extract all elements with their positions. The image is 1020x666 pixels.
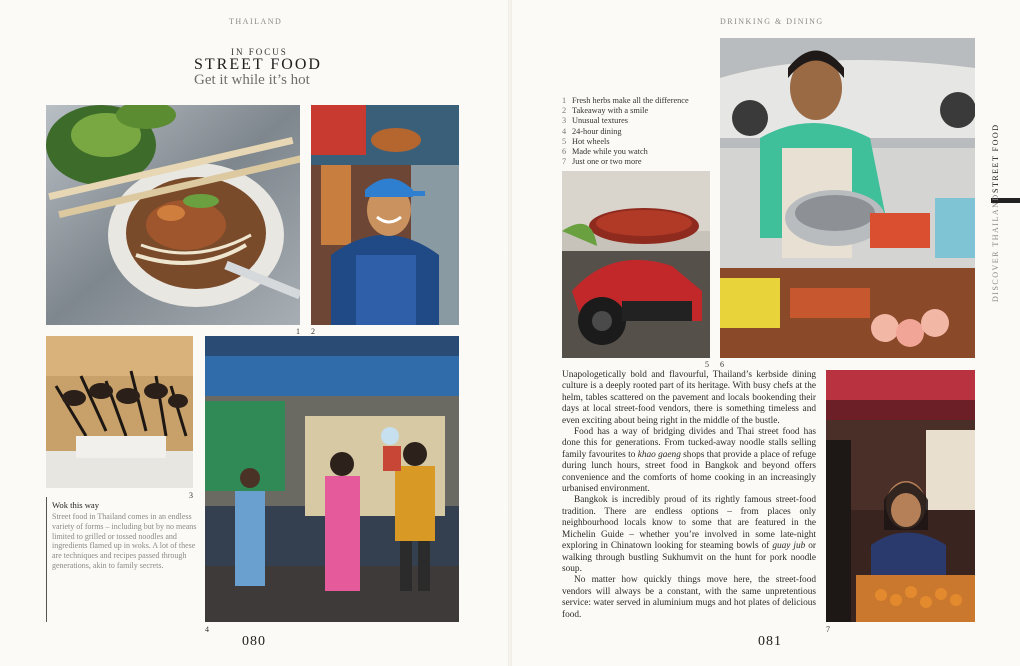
photo-number: 5 xyxy=(705,360,709,369)
photo-night-vendor xyxy=(826,370,975,622)
photo-number: 1 xyxy=(296,327,300,336)
photo-motorbike xyxy=(562,171,710,358)
photo-number: 6 xyxy=(720,360,724,369)
caption-item: 3 Unusual textures xyxy=(562,116,628,126)
caption-item: 5 Hot wheels xyxy=(562,136,610,146)
market-stall-illustration xyxy=(205,336,459,622)
book-gutter xyxy=(508,0,512,666)
motorbike-illustration xyxy=(562,171,710,358)
wok-box-text: Street food in Thailand comes in an endless variety of forms – including but by no means limited to grilled or tossed noodles and ingredients flamed up in woks. A lot of these are techniques and recipes passed through generations, akin to family secrets. xyxy=(52,512,197,570)
photo-woman-cooking xyxy=(720,38,975,358)
caption-item: 2 Takeaway with a smile xyxy=(562,106,649,116)
body-paragraph: Food has a way of bridging divides and Thai street food has done this for generations. From tucked-away noodle stalls selling family favourites to khao gaeng shops that provide a place of refuge during lunch hours, street food in Bangkok and beyond offers convenience and the comforts of home cooking in an increasingly urbanised environment. xyxy=(562,427,816,495)
right-page-number: 081 xyxy=(758,634,782,649)
vendor-illustration xyxy=(311,105,459,325)
side-tab-discover: DISCOVER THAILAND xyxy=(991,193,1000,302)
skewers-illustration xyxy=(46,336,193,488)
woman-cooking-illustration xyxy=(720,38,975,358)
caption-item: 6 Made while you watch xyxy=(562,147,648,157)
right-running-head: DRINKING & DINING xyxy=(720,17,824,26)
photo-number: 3 xyxy=(189,491,193,500)
caption-item: 4 24-hour dining xyxy=(562,126,622,136)
caption-list xyxy=(562,96,722,167)
noodle-bowl-illustration xyxy=(46,105,300,325)
left-page-number: 080 xyxy=(242,634,266,649)
caption-item: 7 Just one or two more xyxy=(562,157,642,167)
body-paragraph: Bangkok is incredibly proud of its rightly famous street-food tradition. There are endless options – from places only neighbourhood locals know to some that are featured in the Michelin Guide – whether you’re involved in some late-night exploring in Chinatown looking for steaming bowls of guay jub or walking through bustling Sukhumvit on the hunt for pork noodle soup. xyxy=(562,495,816,574)
photo-insect-skewers xyxy=(46,336,193,488)
side-tab-section: STREET FOOD xyxy=(991,123,1000,193)
photo-number: 2 xyxy=(311,327,315,336)
body-text xyxy=(562,370,816,621)
left-running-head: THAILAND xyxy=(229,17,283,26)
photo-number: 7 xyxy=(826,625,830,634)
body-paragraph: Unapologetically bold and flavourful, Thailand’s kerbside dining culture is a deeply rooted part of its heritage. With busy chefs at the helm, tables scattered on the pavement and locals bookending their days at local street-food vendors, there is something timeless and even exciting about being right in the middle of the bustle. xyxy=(562,370,816,426)
photo-noodle-bowl xyxy=(46,105,300,325)
night-vendor-illustration xyxy=(826,370,975,622)
photo-night-market-stall xyxy=(205,336,459,622)
caption-item: 1 Fresh herbs make all the difference xyxy=(562,96,689,105)
kicker: IN FOCUS xyxy=(231,47,288,57)
body-paragraph: No matter how quickly things move here, the street-food vendors will always be a constant, with the same unpretentious service: water served in aluminium mugs and hot plates of delicious food. xyxy=(562,575,816,620)
wok-this-way-box xyxy=(46,497,197,622)
page-subtitle: Get it while it’s hot xyxy=(194,72,310,88)
photo-smiling-vendor xyxy=(311,105,459,325)
page-title: STREET FOOD xyxy=(194,56,322,73)
photo-number: 4 xyxy=(205,625,209,634)
wok-box-title: Wok this way xyxy=(52,500,100,510)
